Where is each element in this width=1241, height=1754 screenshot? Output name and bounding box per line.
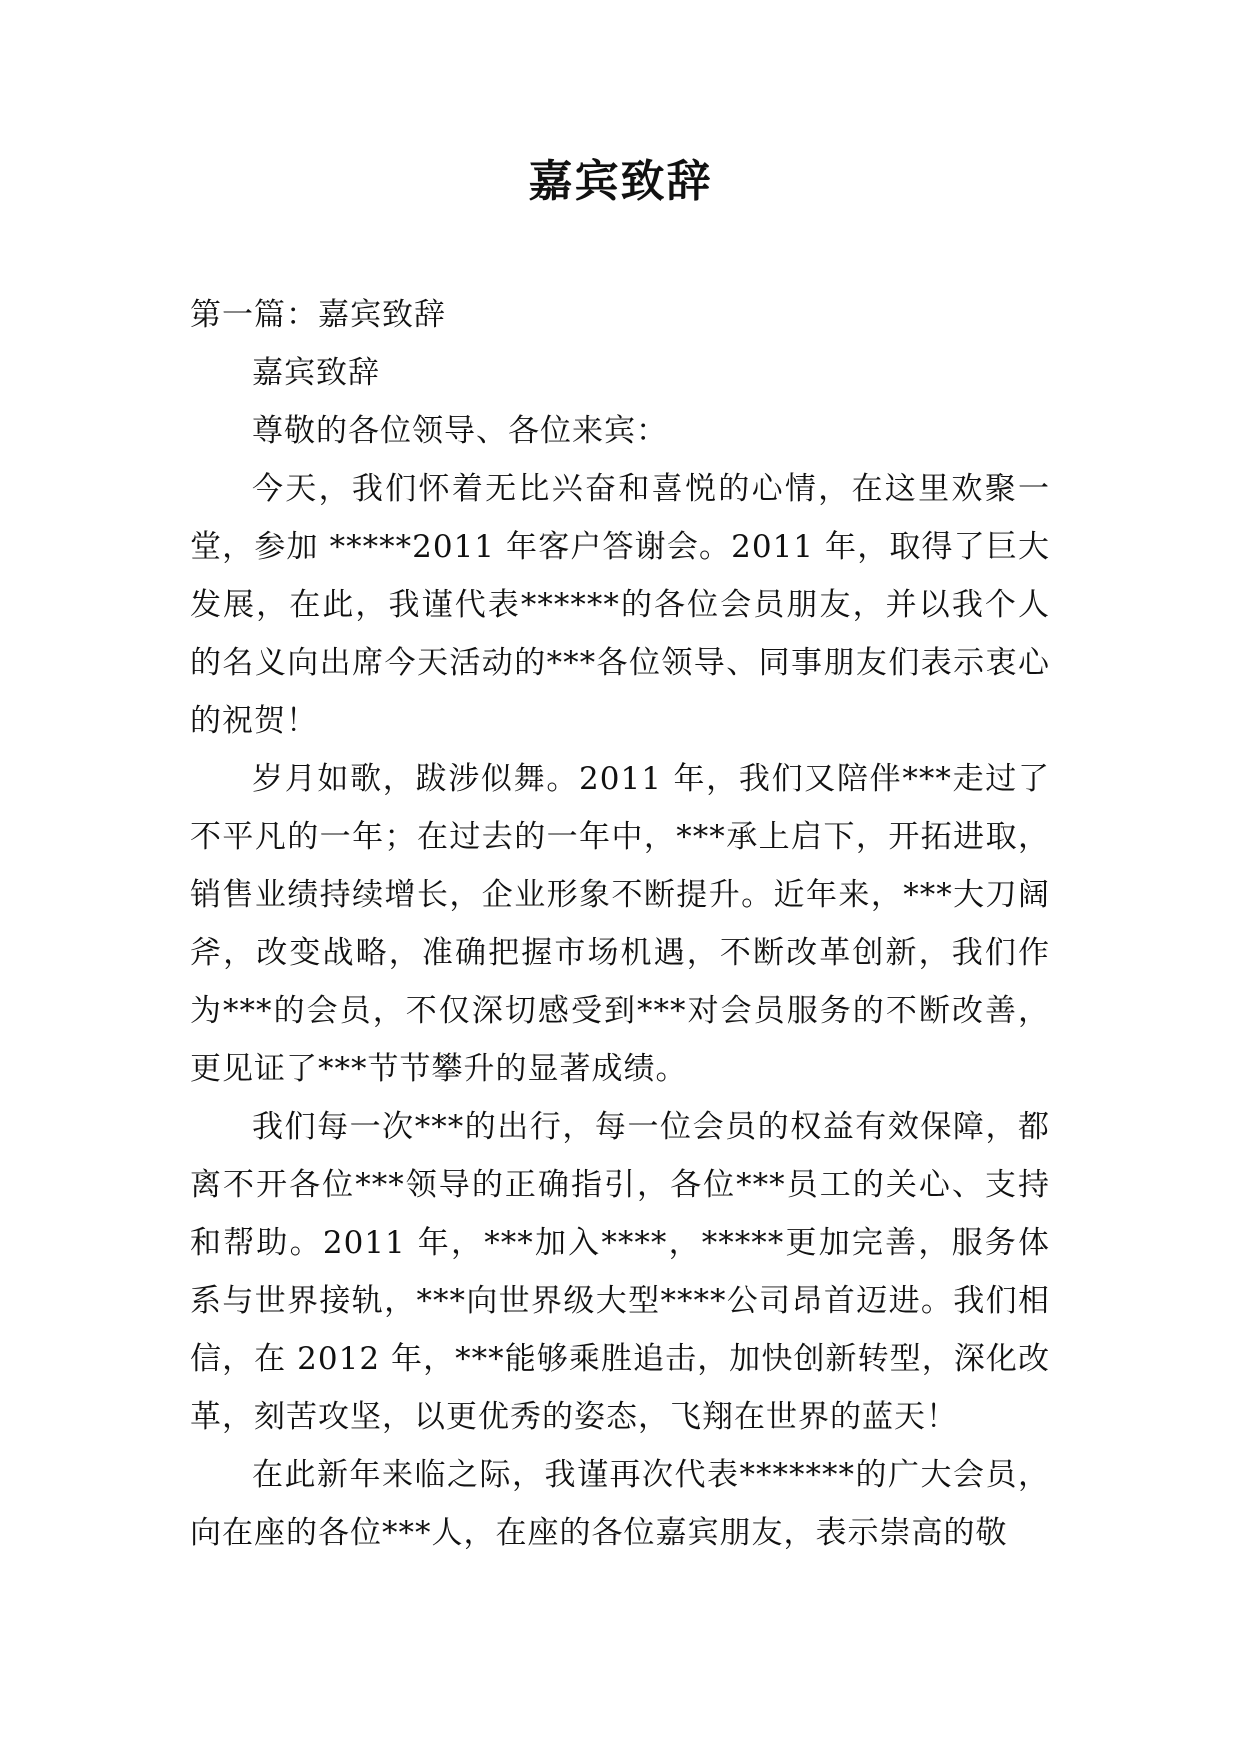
section-heading: 第一篇：嘉宾致辞 — [190, 297, 446, 333]
document-title: 嘉宾致辞 — [528, 156, 713, 207]
document-body — [190, 286, 1050, 1562]
salutation: 尊敬的各位领导、各位来宾： — [252, 413, 668, 449]
paragraph: 岁月如歌，跋涉似舞。2011 年，我们又陪伴***走过了不平凡的一年；在过去的一年中，***承上启下，开拓进取，销售业绩持续增长，企业形象不断提升。近年来，***大刀阔斧，改变战略，准确把握市场机遇，不断改革创新，我们作为***的会员，不仅深切感受到***对会员服务的不断改善，更见证了***节节攀升的显著成绩。 — [190, 761, 1050, 1087]
paragraph: 在此新年来临之际，我谨再次代表*******的广大会员，向在座的各位***人，在座的各位嘉宾朋友，表示崇高的敬 — [190, 1457, 1050, 1551]
paragraph: 我们每一次***的出行，每一位会员的权益有效保障，都离不开各位***领导的正确指引，各位***员工的关心、支持和帮助。2011 年，***加入****，*****更加完善，服务体系与世界接轨，***向世界级大型****公司昂首迈进。我们相信，在 2012 年，***能够乘胜追击，加快创新转型，深化改革，刻苦攻坚，以更优秀的姿态，飞翔在世界的蓝天！ — [190, 1109, 1050, 1435]
subtitle: 嘉宾致辞 — [252, 355, 380, 391]
paragraph: 今天，我们怀着无比兴奋和喜悦的心情，在这里欢聚一堂，参加 *****2011 年客户答谢会。2011 年，取得了巨大发展，在此，我谨代表******的各位会员朋友，并以我个人的名义向出席今天活动的***各位领导、同事朋友们表示衷心的祝贺！ — [190, 471, 1050, 739]
